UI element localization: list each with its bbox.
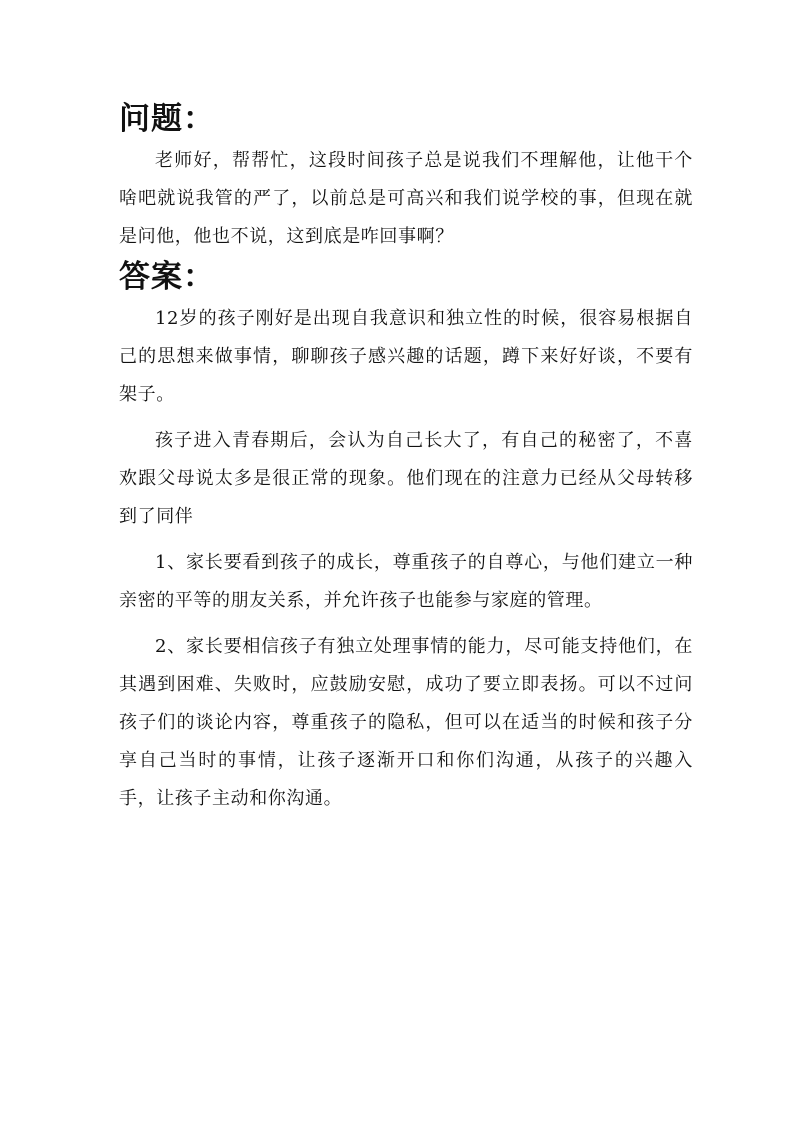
document-content <box>119 98 693 818</box>
answer-paragraph-2: 孩子进入青春期后，会认为自己长大了，有自己的秘密了，不喜欢跟父母说太多是很正常的现象。他们现在的注意力已经从父母转移到了同伴 <box>119 430 693 527</box>
question-heading: 问题： <box>119 101 215 137</box>
answer-heading: 答案： <box>119 259 215 295</box>
answer-paragraph-3: 1、家长要看到孩子的成长，尊重孩子的自尊心，与他们建立一种亲密的平等的朋友关系，并允许孩子也能参与家庭的管理。 <box>119 552 693 611</box>
question-text: 老师好，帮帮忙，这段时间孩子总是说我们不理解他，让他干个啥吧就说我管的严了，以前总是可高兴和我们说学校的事，但现在就是问他，他也不说，这到底是咋回事啊？ <box>119 150 693 247</box>
answer-paragraph-1: 12岁的孩子刚好是出现自我意识和独立性的时候，很容易根据自己的思想来做事情，聊聊孩子感兴趣的话题，蹲下来好好谈，不要有架子。 <box>119 308 693 405</box>
answer-paragraph-4: 2、家长要相信孩子有独立处理事情的能力，尽可能支持他们，在其遇到困难、失败时，应鼓励安慰，成功了要立即表扬。可以不过问孩子们的谈论内容，尊重孩子的隐私，但可以在适当的时候和孩子分享自己当时的事情，让孩子逐渐开口和你们沟通，从孩子的兴趣入手，让孩子主动和你沟通。 <box>119 636 693 809</box>
